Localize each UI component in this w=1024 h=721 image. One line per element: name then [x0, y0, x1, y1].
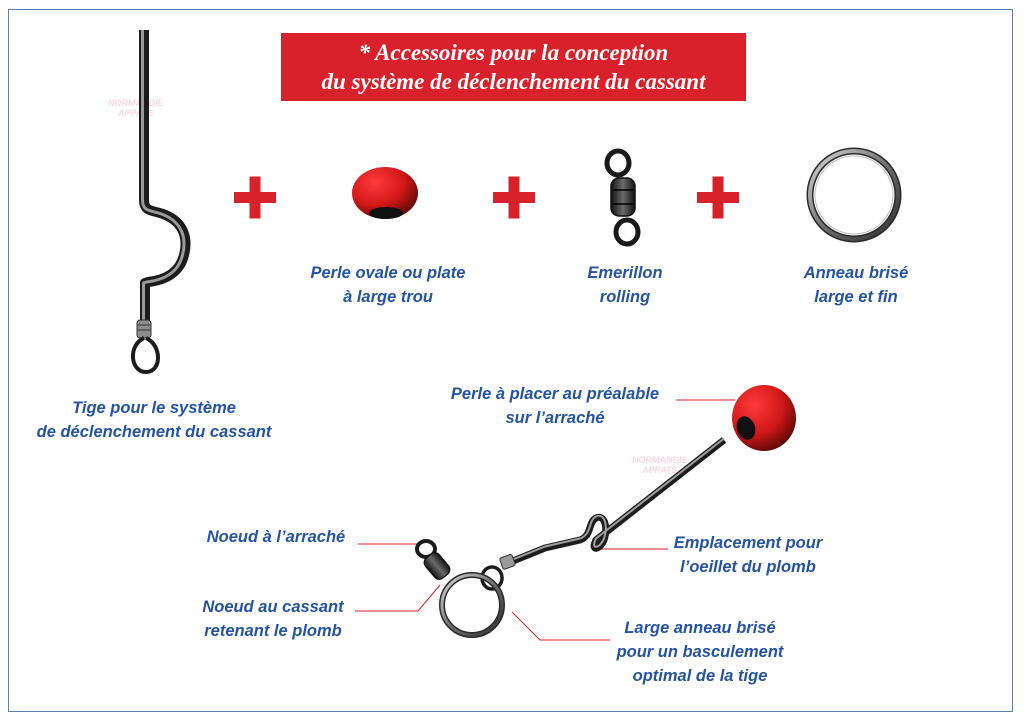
- plus-icon: [697, 177, 739, 219]
- leader-lines: [355, 400, 735, 640]
- assembled-swivel: [417, 541, 452, 582]
- trigger-rod-icon: [133, 30, 186, 372]
- lead-slot-label: Emplacement pour l’oeillet du plomb: [673, 534, 823, 576]
- bead-note-label: Perle à placer au préalable sur l’arraché: [450, 385, 660, 427]
- watermark-logo: NORMANDIE APPATS: [632, 455, 688, 475]
- knot-cassant-label: Noeud au cassant retenant le plomb: [202, 598, 344, 640]
- title-line-1: * Accessoires pour la conception: [358, 40, 669, 65]
- plus-icon: [234, 177, 276, 219]
- rod-label: Tige pour le système de déclenchement du cassant: [36, 399, 272, 441]
- split-ring-icon: [810, 151, 898, 239]
- assembled-bead: [732, 385, 796, 451]
- watermark-logo: NORMANDIE APPATS: [108, 98, 164, 118]
- knot-arrache-label: Noeud à l’arraché: [206, 528, 346, 546]
- rolling-swivel-icon: [607, 151, 638, 244]
- bead-icon: [352, 167, 418, 219]
- title-line-2: du système de déclenchement du cassant: [321, 69, 706, 94]
- bead-label: Perle ovale ou plate à large trou: [310, 264, 466, 306]
- ring-label: Anneau brisé large et fin: [803, 264, 909, 306]
- large-split-ring: [442, 575, 502, 635]
- large-ring-label: Large anneau brisé pour un basculement optimal de la tige: [616, 619, 784, 685]
- plus-icon: [493, 177, 535, 219]
- swivel-label: Emerillon rolling: [587, 264, 663, 306]
